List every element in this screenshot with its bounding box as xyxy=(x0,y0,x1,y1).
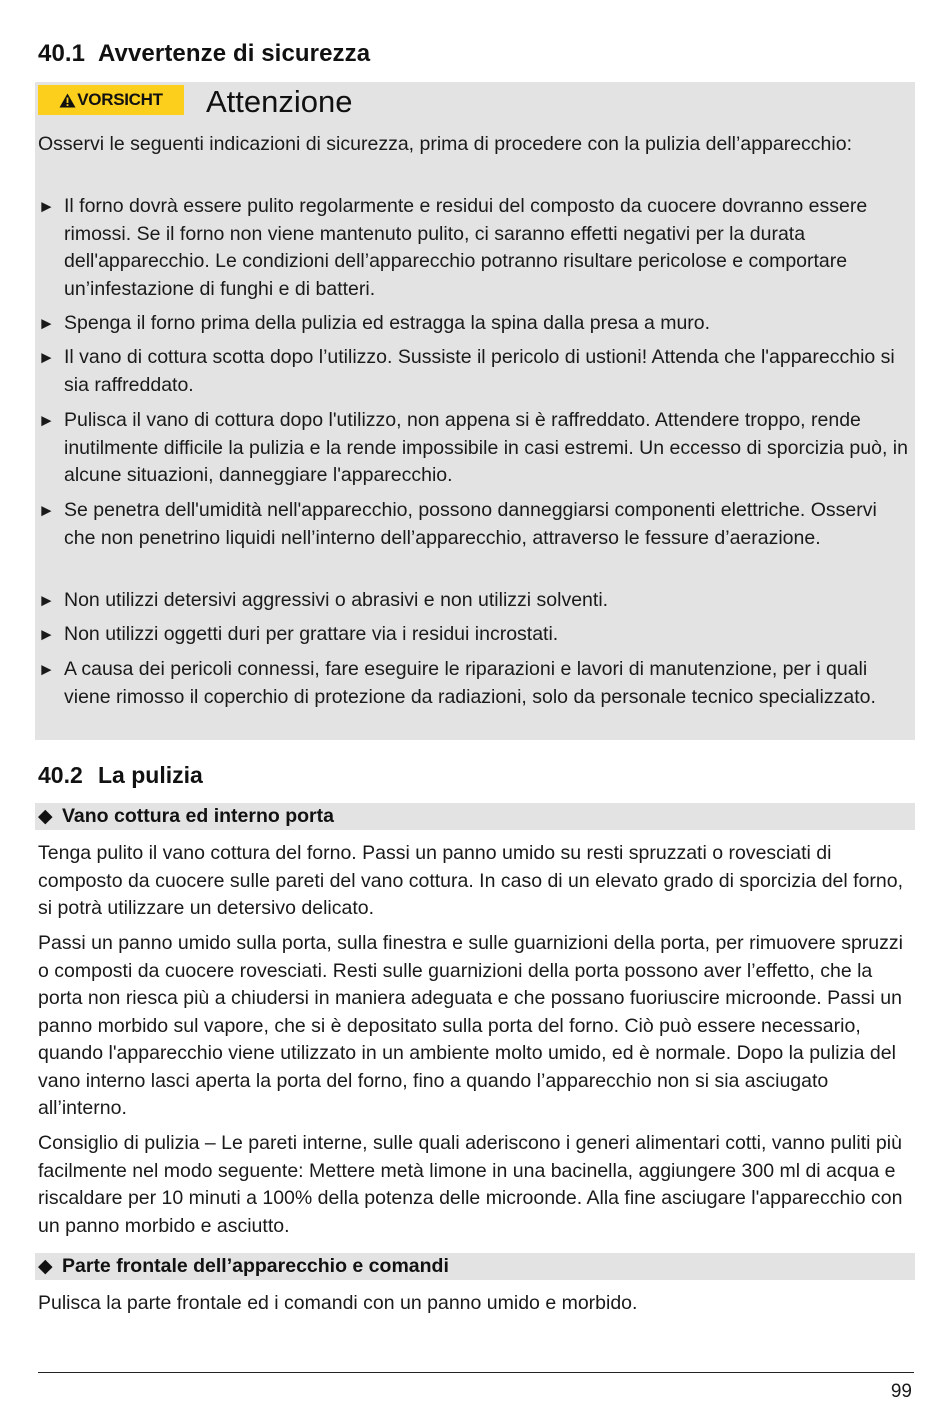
warning-box: VORSICHT Attenzione Osservi le seguenti indicazioni di sicurezza, prima di procedere con la pulizia dell’apparecchio: ► Il forno dovrà essere pulito regolarmente e residui del composto da cuocere dovranno essere rimossi. Se il forno non viene mantenuto pulito, ci saranno effetti negativi per la durata dell'apparecchio. Le condizioni dell’apparecchio potranno risultare pericolose e comportare un’infestazione di funghi e di batteri. ► Spenga il forno prima della pulizia ed estragga la spina dalla presa a muro. ► Il vano di cottura scotta dopo l’utilizzo. Sussiste il pericolo di ustioni! Attenda che l'apparecchio si sia raffreddato. ► Pulisca il vano di cottura dopo l'utilizzo, non appena si è raffreddato. Attendere troppo, rende inutilmente difficile la pulizia e la rende impossibile in casi estremi. Un eccesso di sporcizia può, in alcune situazioni, danneggiare l'apparecchio. ► Se penetra dell'umidità nell'apparecchio, possono danneggiarsi componenti elettriche. Osservi che non penetrino liquidi nell’interno dell’apparecchio, attraverso le fessure d’aerazione. ► Non utilizzi detersivi aggressivi o abrasivi e non utilizzi solventi. ► Non utilizzi oggetti duri per grattare via i residui incrostati. ► A causa dei pericoli connessi, fare eseguire le riparazioni e lavori di manutenzione, per i quali viene rimosso il coperchio di protezione da radiazioni, solo da personale tecnico specializzato. xyxy=(35,82,915,740)
footer-rule xyxy=(38,1372,914,1373)
bullet-arrow-icon: ► xyxy=(38,501,55,520)
warning-intro: Osservi le seguenti indicazioni di sicurezza, prima di procedere con la pulizia dell’apparecchio: xyxy=(38,133,853,155)
body-paragraph: Pulisca la parte frontale ed i comandi con un panno umido e morbido. xyxy=(38,1292,638,1314)
section-heading-safety xyxy=(38,40,370,68)
warning-triangle-icon xyxy=(59,93,76,108)
body-paragraph: Tenga pulito il vano cottura del forno. Passi un panno umido su resti spruzzati o rovesciati di composto da cuocere sulle pareti del vano cottura. In caso di un elevato grado di sporcizia del forno, si potrà utilizzare un detersivo delicato. xyxy=(38,842,904,919)
subsection-title: Vano cottura ed interno porta xyxy=(62,805,334,827)
section-number: 40.2 xyxy=(38,762,83,788)
bullet-arrow-icon: ► xyxy=(38,625,55,644)
section-title: La pulizia xyxy=(98,762,203,788)
subsection-bar-front-controls xyxy=(35,1253,915,1280)
warning-badge-label: VORSICHT xyxy=(77,90,163,109)
warning-title: Attenzione xyxy=(206,84,353,119)
section-number: 40.1 xyxy=(38,40,86,67)
warning-badge xyxy=(38,85,184,115)
page-number: 99 xyxy=(890,1381,912,1402)
body-paragraph: Passi un panno umido sulla porta, sulla finestra e sulle guarnizioni della porta, per rimuovere spruzzi o composti da cuocere rovesciati. Resti sulle guarnizioni della porta possono aver l’effetto, che la porta non riesca più a chiudersi in maniera adeguata e che possano fuoriuscire microonde. Passi un panno morbido sul vapore, che si è depositato sulla porta del forno. Ciò può essere necessario, quando l'apparecchio viene utilizzato in un ambiente molto umido, ed è normale. Dopo la pulizia del vano interno lasci aperta la porta del forno, fino a quando l’apparecchio non si sia asciugato all’interno. xyxy=(38,932,903,1119)
bullet-arrow-icon: ► xyxy=(38,660,55,679)
bullet-arrow-icon: ► xyxy=(38,591,55,610)
section-title: Avvertenze di sicurezza xyxy=(98,40,371,67)
section-heading-cleaning xyxy=(38,762,203,789)
bullet-arrow-icon: ► xyxy=(38,348,55,367)
subsection-bar-oven-interior xyxy=(35,803,915,830)
diamond-bullet-icon: ◆ xyxy=(38,1256,53,1277)
subsection-title: Parte frontale dell’apparecchio e comandi xyxy=(62,1255,449,1277)
bullet-arrow-icon: ► xyxy=(38,314,55,333)
diamond-bullet-icon: ◆ xyxy=(38,806,53,827)
bullet-arrow-icon: ► xyxy=(38,197,55,216)
bullet-arrow-icon: ► xyxy=(38,411,55,430)
body-paragraph: Consiglio di pulizia – Le pareti interne, sulle quali aderiscono i generi alimentari cotti, vanno puliti più facilmente nel modo seguente: Mettere metà limone in una bacinella, aggiungere 300 ml di acqua e riscaldare per 10 minuti a 100% della potenza delle microonde. Alla fine asciugare l'apparecchio con un panno morbido e asciutto. xyxy=(38,1132,903,1237)
